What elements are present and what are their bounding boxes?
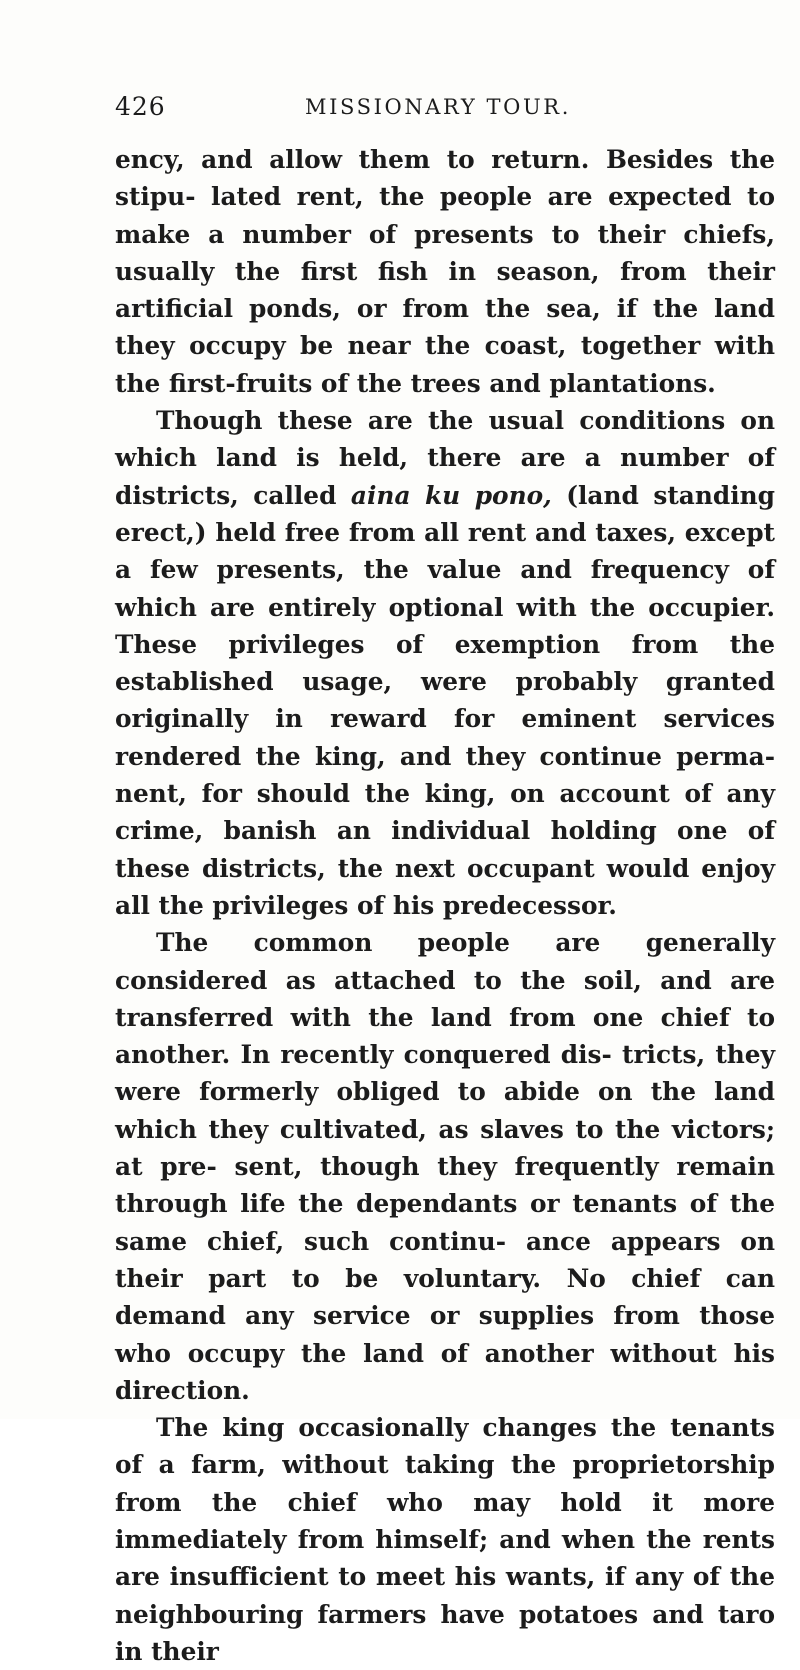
page-number: 426: [115, 92, 166, 121]
paragraph-2: [115, 402, 775, 924]
running-title: MISSIONARY TOUR.: [305, 95, 571, 119]
body-text: [115, 141, 775, 1670]
running-head: [115, 92, 775, 128]
paragraph-3: The common people are generally considered as attached to the soil, and are transferred with the land from one chief to another. In recently conquered dis- tricts, they were formerly obliged to abide on the land which they cultivated, as slaves to the victors; at pre- sent, though they frequently remain through life the dependants or tenants of the same chief, such continu- ance appears on their part to be voluntary. No chief can demand any service or supplies from those who occupy the land of another without his direction.: [115, 928, 775, 1405]
paragraph-2-text-after: (land standing erect,) held free from all rent and taxes, except a few presents, the value and frequency of which are entirely optional with the occupier. These privileges of exemption from the established usage, were probably granted originally in reward for eminent services rendered the king, and they continue perma- nent, for should the king, on account of any crime, banish an individual holding one of these districts, the next occupant would enjoy all the privileges of his predecessor.: [115, 480, 775, 920]
paragraph-1: ency, and allow them to return. Besides the stipu- lated rent, the people are expected to make a number of presents to their chiefs, usually the first fish in season, from their artificial ponds, or from the sea, if the land they occupy be near the coast, together with the first-fruits of the trees and plantations.: [115, 145, 775, 398]
paragraph-2-italic-term: aina ku pono,: [350, 480, 552, 510]
paragraph-4: The king occasionally changes the tenants of a farm, without taking the proprietorship from the chief who may hold it more immediately from himself; and when the rents are insufficient to meet his wants, if any of the neighbouring farmers have potatoes and taro in their: [115, 1413, 775, 1666]
paragraph-2-text-before: Though these are the usual conditions on which land is held, there are a number of districts, called: [115, 406, 775, 510]
